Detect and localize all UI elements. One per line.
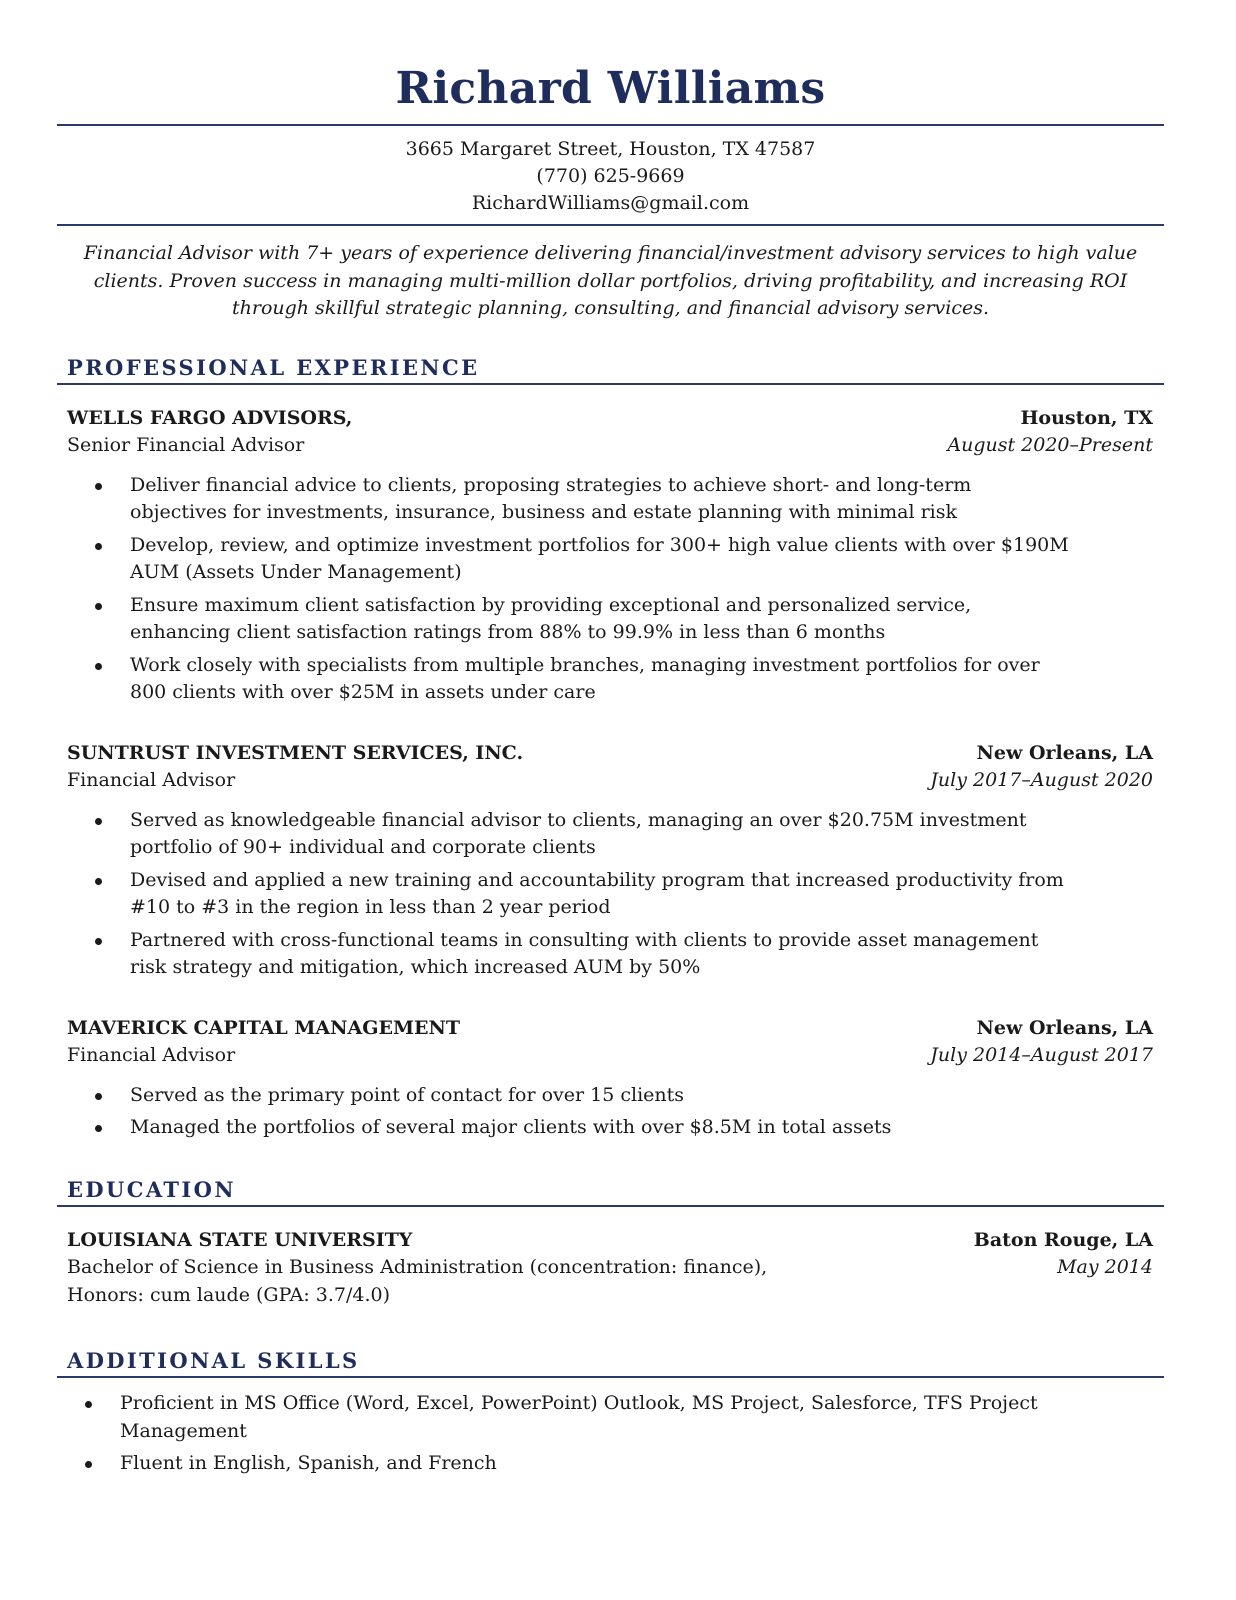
bullet-item	[67, 1082, 1153, 1110]
job-role: Financial Advisor	[67, 1044, 236, 1066]
section-divider-education	[57, 1205, 1164, 1207]
job-entry-maverick	[57, 1015, 1164, 1142]
job-location: Houston, TX	[1020, 406, 1153, 429]
skill-text: Proficient in MS Office (Word, Excel, PowerPoint) Outlook, MS Project, Salesforce, TFS Project Management	[120, 1392, 1038, 1442]
bullet-text: Devised and applied a new training and accountability program that increased productivity from #10 to #3 in the region in less than 2 year period	[130, 868, 1064, 918]
bullet-dot-icon	[85, 1461, 92, 1468]
job-entry-wells-fargo	[57, 405, 1164, 707]
bullet-dot-icon	[95, 818, 102, 825]
bullet-item	[67, 807, 1153, 862]
honors: Honors: cum laude (GPA: 3.7/4.0)	[67, 1283, 391, 1306]
section-title-experience: PROFESSIONAL EXPERIENCE	[67, 354, 480, 380]
skills-list	[57, 1390, 1164, 1478]
skill-item	[57, 1450, 1164, 1478]
school-location: Baton Rouge, LA	[973, 1228, 1153, 1251]
bullet-text: Work closely with specialists from multiple branches, managing investment portfolios for over 800 clients with over $25M in assets under care	[130, 653, 1040, 703]
degree: Bachelor of Science in Business Administration (concentration: finance),	[67, 1256, 768, 1278]
job-role: Senior Financial Advisor	[67, 434, 305, 456]
job-location: New Orleans, LA	[976, 1016, 1153, 1039]
resume-page	[57, 0, 1164, 1483]
bullet-item	[67, 532, 1153, 587]
bullet-text: Deliver financial advice to clients, proposing strategies to achieve short- and long-term objectives for investments, insurance, business and estate planning with minimal risk	[130, 473, 972, 523]
bullet-dot-icon	[95, 878, 102, 885]
bullet-text: Managed the portfolios of several major clients with over $8.5M in total assets	[130, 1116, 892, 1138]
bullet-item	[67, 927, 1153, 982]
bullet-item	[67, 592, 1153, 647]
education-entry	[57, 1227, 1164, 1310]
bullet-item	[67, 472, 1153, 527]
job-bullets	[67, 472, 1153, 707]
bullet-dot-icon	[95, 1125, 102, 1132]
bullet-item	[67, 1114, 1153, 1142]
company-name: WELLS FARGO ADVISORS,	[67, 406, 353, 429]
bullet-text: Served as knowledgeable financial advisor to clients, managing an over $20.75M investment portfolio of 90+ individual and corporate clients	[130, 808, 1027, 858]
email: RichardWilliams@gmail.com	[471, 192, 750, 214]
section-divider-experience	[57, 383, 1164, 385]
bullet-dot-icon	[85, 1401, 92, 1408]
section-title-skills: ADDITIONAL SKILLS	[67, 1348, 360, 1373]
section-title-education: EDUCATION	[67, 1176, 236, 1202]
graduation-date: May 2014	[1057, 1256, 1153, 1278]
company-name: SUNTRUST INVESTMENT SERVICES, INC.	[67, 741, 524, 764]
job-location: New Orleans, LA	[976, 741, 1153, 764]
bullet-dot-icon	[95, 663, 102, 670]
job-bullets	[67, 1082, 1153, 1142]
bullet-item	[67, 652, 1153, 707]
job-dates: August 2020–Present	[947, 434, 1153, 456]
bullet-text: Ensure maximum client satisfaction by providing exceptional and personalized service, enhancing client satisfaction ratings from 88% to 99.9% in less than 6 months	[130, 593, 972, 643]
skill-text: Fluent in English, Spanish, and French	[120, 1452, 497, 1474]
bullet-text: Served as the primary point of contact for over 15 clients	[130, 1083, 685, 1106]
bullet-text: Partnered with cross-functional teams in consulting with clients to provide asset management risk strategy and mitigation, which increased AUM by 50%	[130, 928, 1039, 978]
skill-item	[57, 1390, 1164, 1445]
bullet-dot-icon	[95, 938, 102, 945]
bullet-text: Develop, review, and optimize investment portfolios for 300+ high value clients with over $190M AUM (Assets Under Management)	[130, 533, 1069, 583]
job-entry-suntrust	[57, 740, 1164, 982]
bullet-item	[67, 867, 1153, 922]
job-dates: July 2014–August 2017	[930, 1044, 1153, 1066]
job-dates: July 2017–August 2020	[930, 769, 1153, 791]
job-role: Financial Advisor	[67, 769, 236, 791]
bullet-dot-icon	[95, 483, 102, 490]
bullet-dot-icon	[95, 1093, 102, 1100]
professional-summary: Financial Advisor with 7+ years of experience delivering financial/investment advisory services to high value clients. Proven success in managing multi-million dollar portfolios, driving profitability, and increasing ROI through skillful strategic planning, consulting, and financial advisory services.	[83, 242, 1138, 319]
phone: (770) 625-9669	[536, 165, 685, 187]
school-name: LOUISIANA STATE UNIVERSITY	[67, 1228, 413, 1251]
contact-block	[57, 126, 1164, 224]
bullet-dot-icon	[95, 543, 102, 550]
address: 3665 Margaret Street, Houston, TX 47587	[405, 138, 816, 160]
bullet-dot-icon	[95, 603, 102, 610]
company-name: MAVERICK CAPITAL MANAGEMENT	[67, 1016, 461, 1039]
section-divider-skills	[57, 1376, 1164, 1378]
candidate-name: Richard Williams	[395, 63, 826, 114]
job-bullets	[67, 807, 1153, 982]
